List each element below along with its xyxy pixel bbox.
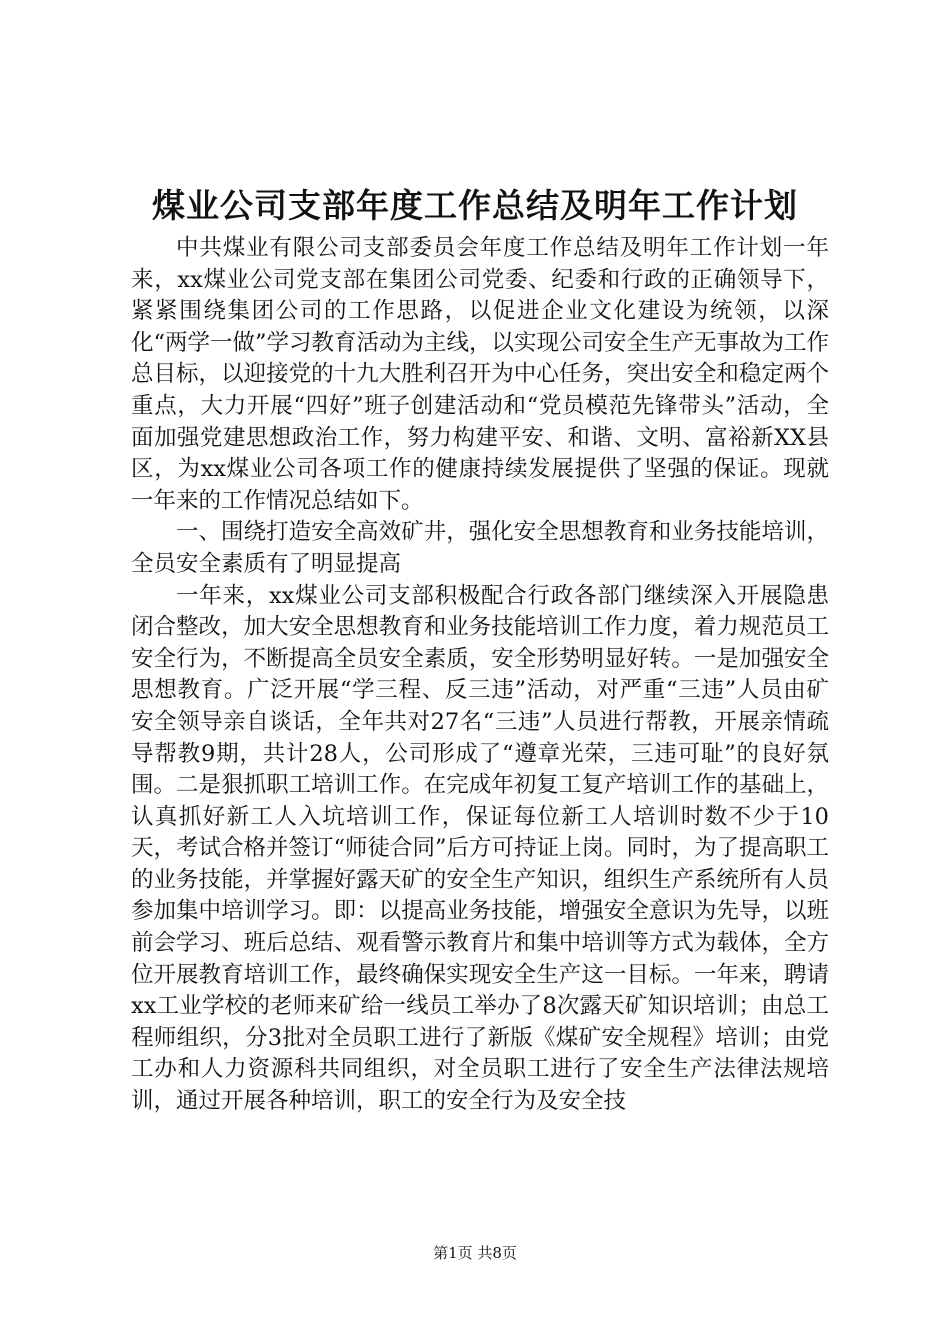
page-footer: 第1页 共8页 xyxy=(433,1244,517,1262)
document-title: 煤业公司支部年度工作总结及明年工作计划 xyxy=(152,186,798,225)
paragraph-section-heading: 一、围绕打造安全高效矿井，强化安全思想教育和业务技能培训，全员安全素质有了明显提高 xyxy=(131,519,829,577)
paragraph-intro: 中共煤业有限公司支部委员会年度工作总结及明年工作计划一年来，xx煤业公司党支部在集团公司党委、纪委和行政的正确领导下，紧紧围绕集团公司的工作思路，以促进企业文化建设为统领，以深化“两学一做”学习教育活动为主线，以实现公司安全生产无事故为工作总目标，以迎接党的十九大胜利召开为中心任务，突出安全和稳定两个重点，大力开展“四好”班子创建活动和“党员模范先锋带头”活动，全面加强党建思想政治工作，努力构建平安、和谐、文明、富裕新XX县区，为xx煤业公司各项工作的健康持续发展提供了坚强的保证。现就一年来的工作情况总结如下。 xyxy=(131,235,830,514)
document-body xyxy=(131,233,829,1118)
paragraph-safety-training: 一年来，xx煤业公司支部积极配合行政各部门继续深入开展隐患闭合整改，加大安全思想教育和业务技能培训工作力度，着力规范员工安全行为，不断提高全员安全素质，安全形势明显好转。一是加强安全思想教育。广泛开展“学三程、反三违”活动，对严重“三违”人员由矿安全领导亲自谈话，全年共对27名“三违”人员进行帮教，开展亲情疏导帮教9期，共计28人，公司形成了“遵章光荣，三违可耻”的良好氛围。二是狠抓职工培训工作。在完成年初复工复产培训工作的基础上，认真抓好新工人入坑培训工作，保证每位新工人培训时数不少于10天，考试合格并签订“师徒合同”后方可持证上岗。同时，为了提高职工的业务技能，并掌握好露天矿的安全生产知识，组织生产系统所有人员参加集中培训学习。即：以提高业务技能，增强安全意识为先导，以班前会学习、班后总结、观看警示教育片和集中培训等方式为载体，全方位开展教育培训工作，最终确保实现安全生产这一目标。一年来，聘请xx工业学校的老师来矿给一线员工举办了8次露天矿知识培训；由总工程师组织，分3批对全员职工进行了新版《煤矿安全规程》培训；由党工办和人力资源科共同组织，对全员职工进行了安全生产法律法规培训，通过开展各种培训，职工的安全行为及安全技 xyxy=(131,582,830,1115)
